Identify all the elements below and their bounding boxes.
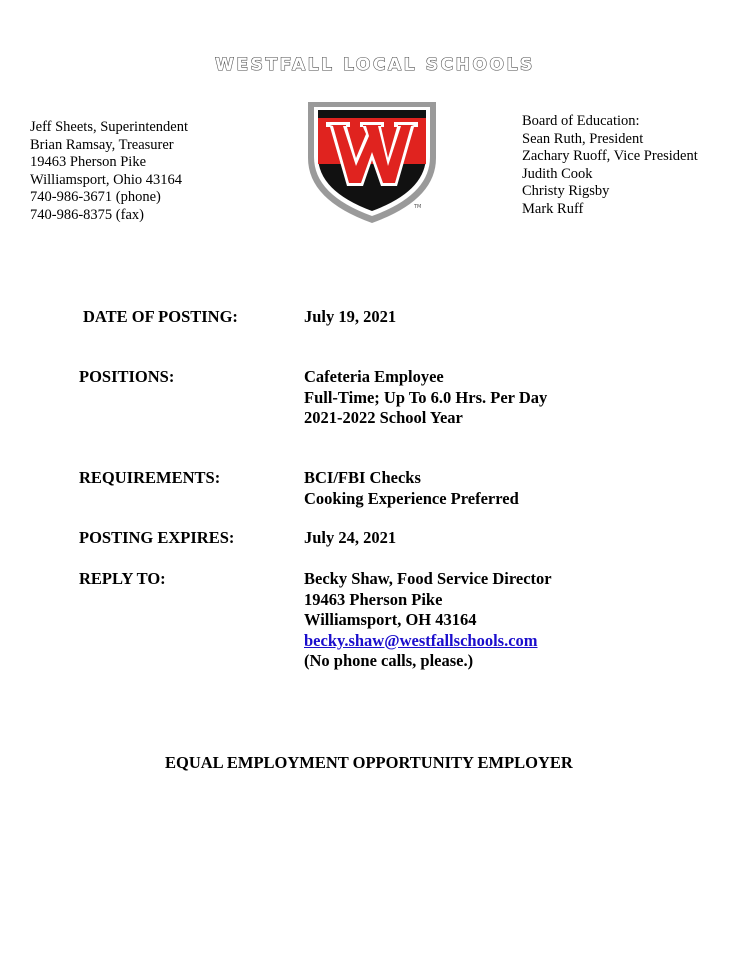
- fax-line: 740-986-8375 (fax): [30, 206, 144, 223]
- requirements-values: [304, 468, 519, 509]
- board-member: Mark Ruff: [522, 200, 584, 217]
- positions-values: [304, 367, 547, 429]
- street-address-line: 19463 Pherson Pike: [30, 154, 146, 170]
- administration-contact-block: [30, 119, 188, 224]
- superintendent-line: Jeff Sheets, Superintendent: [30, 119, 188, 135]
- westfall-shield-logo: [306, 100, 438, 224]
- reply-email-link[interactable]: becky.shaw@westfallschools.com: [304, 630, 538, 650]
- reply-contact-line: Becky Shaw, Food Service Director: [304, 569, 552, 588]
- position-value-line: Cafeteria Employee: [304, 367, 444, 386]
- reply-to-label: REPLY TO:: [79, 569, 166, 588]
- requirement-value-line: Cooking Experience Preferred: [304, 488, 519, 508]
- reply-to-values: [304, 569, 552, 672]
- requirement-value-line: BCI/FBI Checks: [304, 468, 421, 487]
- posting-expires-label: POSTING EXPIRES:: [79, 528, 235, 547]
- position-value-line: Full-Time; Up To 6.0 Hrs. Per Day: [304, 387, 548, 407]
- reply-city-line: Williamsport, OH 43164: [304, 610, 477, 629]
- equal-opportunity-statement: EQUAL EMPLOYMENT OPPORTUNITY EMPLOYER: [165, 753, 573, 772]
- date-of-posting-value: July 19, 2021: [304, 307, 397, 326]
- position-value-line: 2021-2022 School Year: [304, 408, 463, 427]
- board-heading: Board of Education:: [522, 113, 640, 129]
- positions-label: POSITIONS:: [79, 367, 175, 386]
- phone-line: 740-986-3671 (phone): [30, 189, 161, 205]
- posting-expires-value: July 24, 2021: [304, 528, 397, 547]
- treasurer-line: Brian Ramsay, Treasurer: [30, 136, 174, 153]
- date-of-posting-label: DATE OF POSTING:: [83, 307, 238, 326]
- board-member: Christy Rigsby: [522, 183, 610, 199]
- board-member: Judith Cook: [522, 165, 593, 182]
- board-member: Sean Ruth, President: [522, 130, 644, 147]
- city-state-zip-line: Williamsport, Ohio 43164: [30, 171, 183, 188]
- trademark-mark: TM: [414, 204, 422, 210]
- reply-note-line: (No phone calls, please.): [304, 651, 474, 670]
- school-name-heading: WESTFALL LOCAL SCHOOLS: [215, 55, 535, 75]
- board-member: Zachary Ruoff, Vice President: [522, 148, 698, 164]
- reply-address-line: 19463 Pherson Pike: [304, 589, 443, 609]
- requirements-label: REQUIREMENTS:: [79, 468, 221, 487]
- board-of-education-block: [522, 113, 698, 218]
